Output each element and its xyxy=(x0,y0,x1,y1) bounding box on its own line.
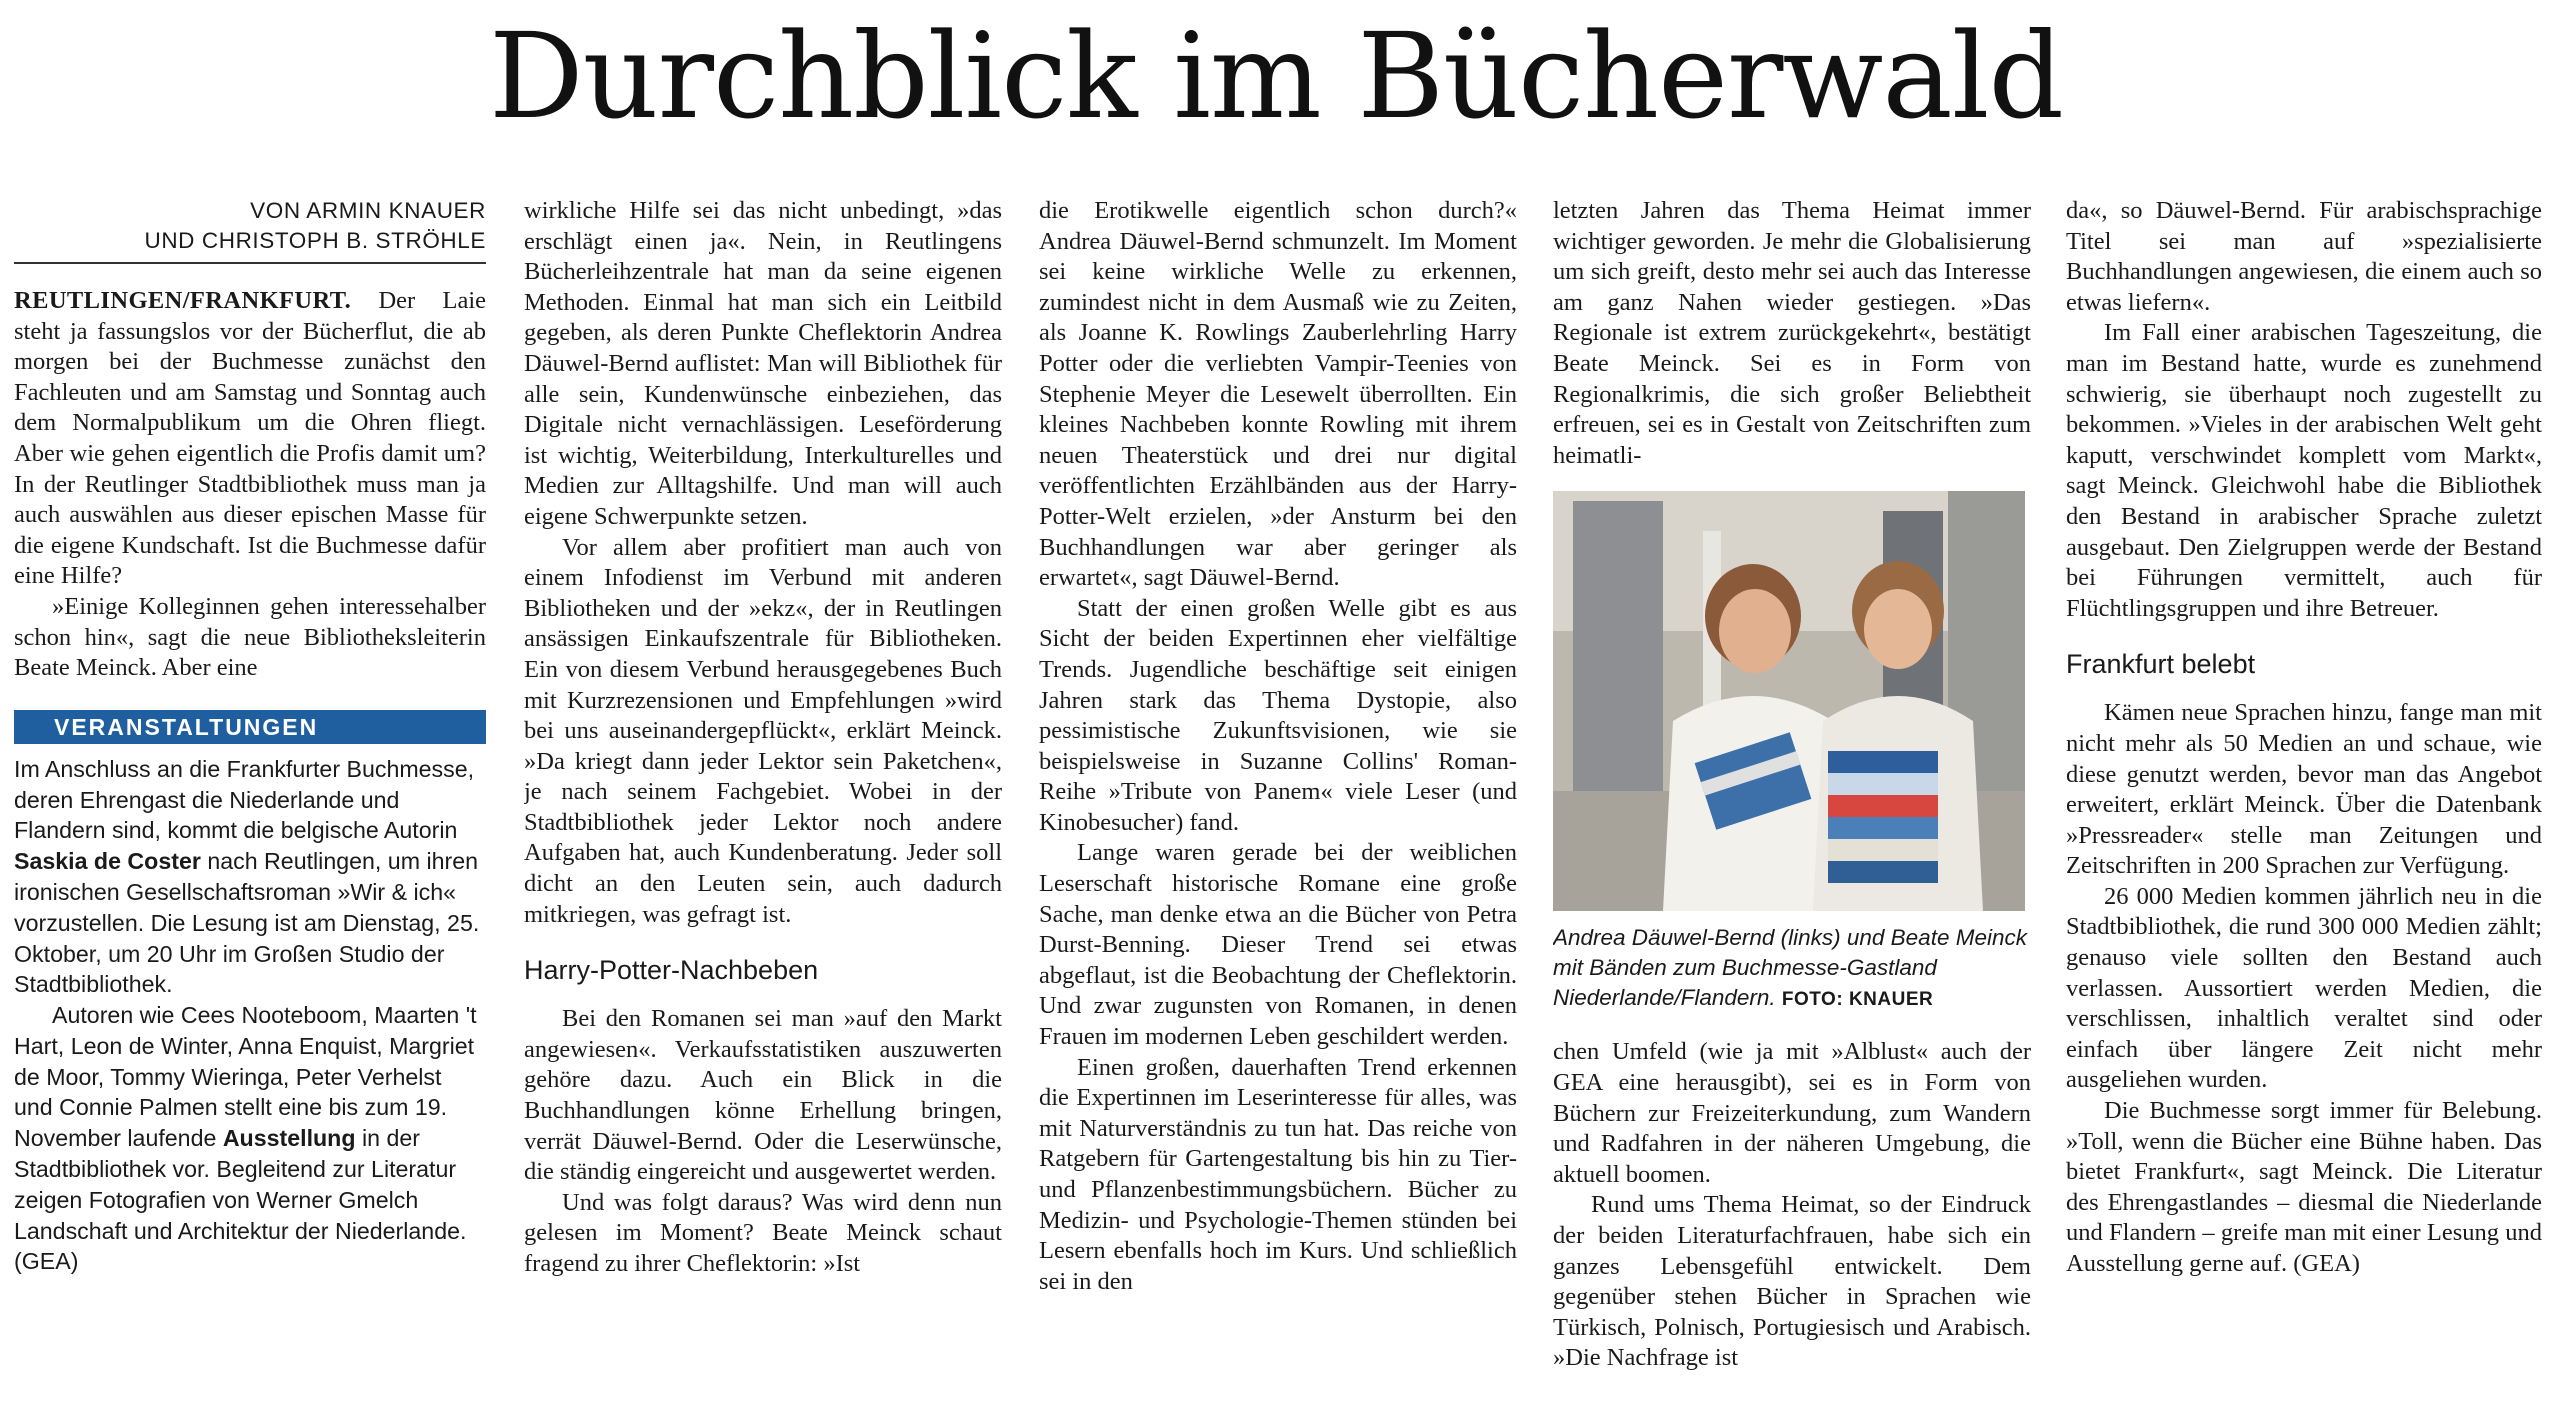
column-5 xyxy=(2066,196,2542,1401)
paragraph: 26 000 Medien kommen jährlich neu in die Stadtbibliothek, die rund 300 000 Medien zählt; genauso viele sollten den Bestand auch verlassen. Aussortiert werden Medien, die verschlissen, inhaltlich veraltet sind oder einfach über längere Zeit nicht mehr ausgeliehen wurden. xyxy=(2066,882,2542,1094)
photo-caption xyxy=(1553,923,2031,1015)
paragraph: wirkliche Hilfe sei das nicht unbedingt, »das erschlägt einen ja«. Nein, in Reutlingens Bücherleihzentrale hat man da seine eigenen Methoden. Einmal hat man sich ein Leitbild gegeben, als deren Punkte Cheflektorin Andrea Däuwel-Bernd auflistet: Man will Bibliothek für alle sein, Kundenwünsche einbeziehen, das Digitale nicht vernachlässigen. Leseförderung ist wichtig, Weiterbildung, Interkulturelles und Medien zur Alltagshilfe. Und man will auch eigene Schwerpunkte setzen. xyxy=(524,197,1002,530)
paragraph xyxy=(14,286,486,592)
paragraph: Kämen neue Sprachen hinzu, fange man mit nicht mehr als 50 Medien an und schaue, wie diese genutzt werden, bevor man das Angebot erweitert, erklärt Meinck. Über die Datenbank »Pressreader« stelle man Zeitungen und Zeitschriften in 200 Sprachen zur Verfügung. xyxy=(2066,699,2542,880)
info-text: Im Anschluss an die Frankfurter Buchmesse, deren Ehrengast die Niederlande und Flandern sind, kommt die belgische Autorin xyxy=(14,755,475,844)
column-2 xyxy=(524,196,1002,1401)
paragraph-text: Der Laie steht ja fassungslos vor der Bücherflut, die ab morgen bei der Buchmesse zunächst den Fachleuten und am Samstag und Sonntag auch dem Normalpublikum um die Ohren fliegt. Aber wie gehen eigentlich die Profis damit um? In der Reutlinger Stadtbibliothek muss man ja auch auswählen aus dieser epischen Masse für die eigene Kundschaft. Ist die Buchmesse dafür eine Hilfe? xyxy=(14,287,486,590)
photo-credit: FOTO: KNAUER xyxy=(1781,989,1934,1011)
headline: Durchblick im Bücherwald xyxy=(488,7,2063,145)
column-3 xyxy=(1039,196,1517,1401)
paragraph: chen Umfeld (wie ja mit »Alblust« auch der GEA eine herausgibt), sei es in Form von Büchern zur Freizeiterkundung, zum Wandern und Radfahren in der näheren Umgebung, die aktuell boomen. xyxy=(1553,1038,2031,1188)
paragraph: letzten Jahren das Thema Heimat immer wichtiger geworden. Je mehr die Globalisierung um sich greift, desto mehr sei auch das Interesse am ganz Nahen wieder gestiegen. »Das Regionale ist extrem zurückgekehrt«, bestätigt Beate Meinck. Sei es in Form von Regionalkrimis, die sich großer Beliebtheit erfreuen, sei es in Gestalt von Zeitschriften zum heimatli- xyxy=(1553,197,2031,469)
paragraph: Und was folgt daraus? Was wird denn nun gelesen im Moment? Beate Meinck schaut fragend zu ihrer Cheflektorin: »Ist xyxy=(524,1188,1002,1277)
byline-author-1: VON ARMIN KNAUER xyxy=(250,198,486,223)
subheading: Frankfurt belebt xyxy=(2066,649,2256,680)
info-text: in der Stadtbibliothek vor. Begleitend zur Literatur zeigen Fotografien von Werner Gmelch Landschaft und Architektur der Niederlande. (GEA) xyxy=(14,1125,467,1275)
paragraph: Statt der einen großen Welle gibt es aus Sicht der beiden Expertinnen eher vielfältige Trends. Jugendliche beschäftige seit einigen Jahren stark das Thema Dystopie, also pessimistische Zukunftsvisionen, wie sie beispielsweise in Suzanne Collins' Roman-Reihe »Tribute von Panem« viele Leser (und Kinobesucher) fand. xyxy=(1039,594,1517,836)
info-box-title: VERANSTALTUNGEN xyxy=(14,710,486,744)
photo-illustration xyxy=(1553,491,2025,911)
paragraph: Bei den Romanen sei man »auf den Markt angewiesen«. Verkaufsstatistiken auszuwerten gehöre dazu. Auch ein Blick in die Buchhandlungen könne Erhellung bringen, verrät Däuwel-Bernd. Oder die Leserwünsche, die ständig eingereicht und ausgewertet werden. xyxy=(524,1005,1002,1186)
info-text: Autoren wie Cees Nooteboom, Maarten 't Hart, Leon de Winter, Anna Enquist, Margriet de Moor, Tommy Wieringa, Peter Verhelst und Connie Palmen stellt eine bis zum 19. November laufende xyxy=(14,1002,477,1152)
exhibition-label: Ausstellung xyxy=(222,1125,356,1152)
author-name: Saskia de Coster xyxy=(14,848,201,875)
caption-text: Andrea Däuwel-Bernd (links) und Beate Meinck mit Bänden zum Buchmesse-Gastland Niederlande/Flandern. xyxy=(1553,925,2027,1011)
paragraph: Im Fall einer arabischen Tageszeitung, die man im Bestand hatte, wurde es zunehmend schwierig, sie überhaupt noch zugestellt zu bekommen. »Vieles in der arabischen Welt geht kaputt, verschwindet komplett vom Markt«, sagt Meinck. Gleichwohl habe die Bibliothek den Bestand in arabischer Sprache zuletzt ausgebaut. Den Zielgruppen werde der Bestand bei Führungen vermittelt, auch für Flüchtlingsgruppen und ihre Betreuer. xyxy=(2066,319,2542,622)
info-box-paragraph xyxy=(14,754,486,1000)
dateline: REUTLINGEN/FRANKFURT. xyxy=(14,287,352,314)
info-text: nach Reutlingen, um ihren ironischen Gesellschaftsroman »Wir & ich« vorzustellen. Die Lesung ist am Dienstag, 25. Oktober, um 20 Uhr im Großen Studio der Stadtbibliothek. xyxy=(14,848,480,998)
paragraph: Einen großen, dauerhaften Trend erkennen die Expertinnen im Leserinteresse für alles, was mit Naturverständnis zu tun hat. Das reiche von Ratgebern für Gartengestaltung bis hin zu Tier- und Pflanzenbestimmungsbüchern. Bücher zu Medizin- und Psychologie-Themen stünden bei Lesern ebenfalls hoch im Kurs. Und schließlich sei in den xyxy=(1039,1053,1517,1295)
paragraph: die Erotikwelle eigentlich schon durch?« Andrea Däuwel-Bernd schmunzelt. Im Moment sei keine wirkliche Welle zu erkennen, zumindest nicht in dem Ausmaß wie zu Zeiten, als Joanne K. Rowlings Zauberlehrling Harry Potter oder die verliebten Vampir-Teenies von Stephenie Meyer die Lesewelt überrollten. Ein kleines Nachbeben konnte Rowling mit ihrem neuen Theaterstück und drei nur digital veröffentlichten Erzählbänden aus der Harry-Potter-Welt erzielen, »der Ansturm bei den Buchhandlungen war aber geringer als erwartet«, sagt Däuwel-Bernd. xyxy=(1039,197,1517,592)
info-box-paragraph xyxy=(14,1000,486,1277)
paragraph: da«, so Däuwel-Bernd. Für arabischsprachige Titel sei man auf »spezialisierte Buchhandlungen angewiesen, die einem auch so etwas liefern«. xyxy=(2066,197,2542,316)
paragraph: Rund ums Thema Heimat, so der Eindruck der beiden Literaturfachfrauen, habe sich ein ganzes Lebensgefühl entwickelt. Dem gegenüber stehen Bücher in Sprachen wie Türkisch, Polnisch, Portugiesisch und Arabisch. »Die Nachfrage ist xyxy=(1553,1191,2031,1372)
byline xyxy=(14,196,486,264)
subheading: Harry-Potter-Nachbeben xyxy=(524,955,819,986)
paragraph: Lange waren gerade bei der weiblichen Leserschaft historische Romane eine große Sache, man denke etwa an die Bücher von Petra Durst-Benning. Dieser Trend sei etwas abgeflaut, ist die Beobachtung der Cheflektorin. Und zwar zugunsten von Romanen, in denen Frauen im modernen Leben geschildert werden. xyxy=(1039,839,1517,1051)
photo xyxy=(1553,491,2025,911)
paragraph: Vor allem aber profitiert man auch von einem Infodienst im Verbund mit anderen Bibliotheken und der »ekz«, der in Reutlingen ansässigen Einkaufszentrale für Bibliotheken. Ein von diesem Verbund herausgegebenes Buch mit Kurzrezensionen und Empfehlungen »wird bei uns auseinandergepflückt«, erklärt Meinck. »Da kriegt dann jeder Lektor sein Paketchen«, je nach seinem Fachgebiet. Wobei in der Stadtbibliothek jeder Lektor noch andere Aufgaben hat, auch Kundenberatung. Jeder soll dicht an den Leuten sein, auch dadurch mitkriegen, was gefragt ist. xyxy=(524,533,1002,928)
paragraph: Die Buchmesse sorgt immer für Belebung. »Toll, wenn die Bücher eine Bühne haben. Das bietet Frankfurt«, sagt Meinck. Die Literatur des Ehrengastlandes – diesmal die Niederlande und Flandern – greife man mit einer Lesung und Ausstellung gerne auf. (GEA) xyxy=(2066,1097,2542,1277)
info-box xyxy=(14,754,486,1278)
byline-author-2: UND CHRISTOPH B. STRÖHLE xyxy=(144,228,486,253)
column-1 xyxy=(14,196,486,1401)
column-4 xyxy=(1553,196,2031,1401)
paragraph: »Einige Kolleginnen gehen interessehalber schon hin«, sagt die neue Bibliotheksleiterin Beate Meinck. Aber eine xyxy=(14,592,486,682)
